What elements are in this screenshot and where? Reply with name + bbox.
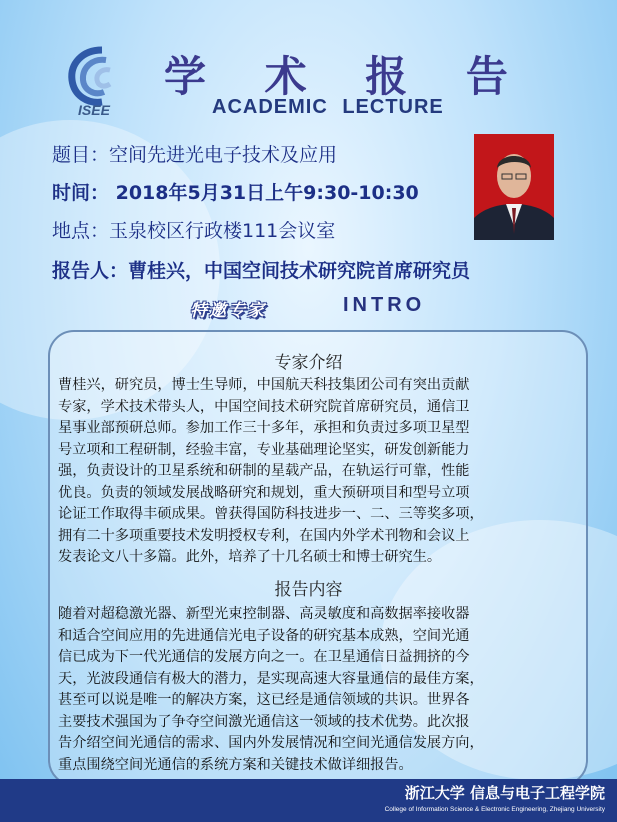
expert-line: 论证工作取得丰硕成果。曾获得国防科技进步一、二、三等奖多项， bbox=[58, 506, 484, 522]
intro-label: INTRO bbox=[343, 294, 426, 316]
invited-expert-label: 特邀专家 bbox=[190, 301, 266, 321]
expert-line: 发表论文八十多篇。此外，培养了十几名硕士和博士研究生。 bbox=[58, 549, 442, 565]
logo-text: ISEE bbox=[78, 102, 110, 118]
expert-heading: 专家介绍 bbox=[274, 353, 343, 373]
expert-paragraph bbox=[58, 375, 578, 569]
report-line: 随着对超稳激光器、新型光束控制器、高灵敏度和高数据率接收器 bbox=[58, 606, 470, 622]
report-line: 主要技术强国为了争夺空间激光通信这一领域的技术优势。此次报 bbox=[58, 713, 470, 730]
report-line: 告介绍空间光通信的需求、国内外发展情况和空间光通信发展方向， bbox=[58, 735, 484, 751]
page-title: 学 术 报 告 bbox=[164, 52, 530, 101]
report-line: 信已成为下一代光通信的发展方向之一。在卫星通信日益拥挤的今 bbox=[58, 649, 470, 665]
expert-line: 号立项和工程研制，经验丰富，专业基础理论坚实，研发创新能力 bbox=[58, 441, 470, 458]
report-line: 重点围绕空间光通信的系统方案和关键技术做详细报告。 bbox=[58, 756, 413, 773]
report-paragraph bbox=[58, 604, 578, 776]
report-heading: 报告内容 bbox=[274, 580, 343, 600]
report-line: 天，光波段通信有极大的潜力，是实现高速大容量通信的最佳方案， bbox=[58, 670, 484, 687]
place-line: 地点：玉泉校区行政楼111会议室 bbox=[52, 220, 336, 242]
speaker-photo bbox=[474, 134, 554, 240]
topic-line: 题目：空间先进光电子技术及应用 bbox=[52, 144, 338, 166]
expert-line: 曹桂兴，研究员，博士生导师，中国航天科技集团公司有突出贡献 bbox=[58, 377, 470, 393]
expert-line: 星事业部预研总师。参加工作三十多年，承担和负责过多项卫星型 bbox=[58, 420, 470, 436]
time-line: 时间： 2018年5月31日上午9:30-10:30 bbox=[52, 182, 419, 204]
footer-college-name-en: College of Information Science & Electronic Engineering, Zhejiang University bbox=[384, 806, 605, 813]
expert-line: 专家，学术技术带头人，中国空间技术研究院首席研究员，通信卫 bbox=[58, 398, 470, 415]
report-line: 和适合空间应用的先进通信光电子设备的研究基本成熟，空间光通 bbox=[58, 627, 470, 644]
footer-college-name: 浙江大学 信息与电子工程学院 bbox=[404, 784, 605, 802]
expert-line: 强，负责设计的卫星系统和研制的星载产品，在轨运行可靠，性能 bbox=[58, 463, 470, 479]
page-subtitle: ACADEMIC LECTURE bbox=[212, 96, 444, 118]
expert-line: 优良。负责的领域发展战略研究和规划，重大预研项目和型号立项 bbox=[58, 484, 470, 501]
speaker-line: 报告人：曹桂兴，中国空间技术研究院首席研究员 bbox=[52, 260, 471, 282]
report-line: 甚至可以说是唯一的解决方案，这已经是通信领域的共识。世界各 bbox=[58, 692, 470, 708]
expert-line: 拥有二十多项重要技术发明授权专利，在国内外学术刊物和会议上 bbox=[58, 527, 470, 544]
